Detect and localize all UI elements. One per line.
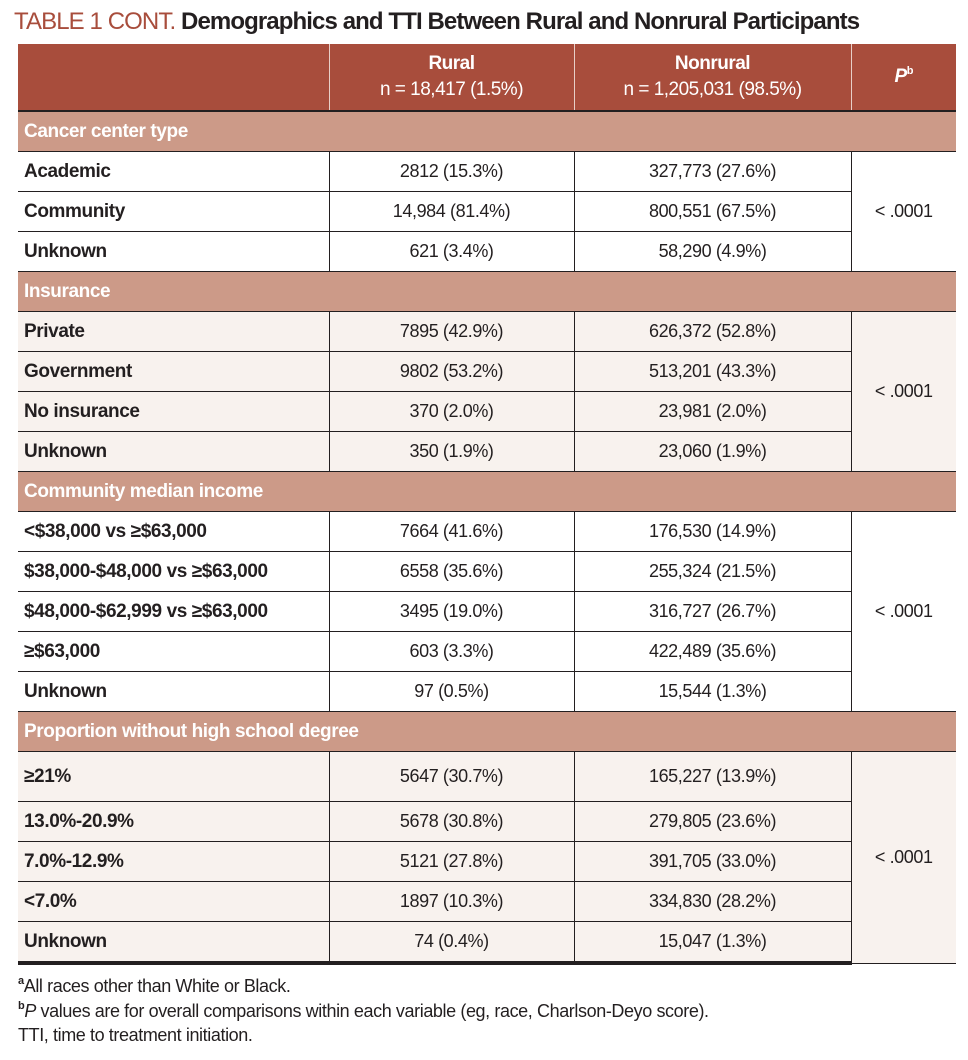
- nonrural-value: 626,372 (52.8%): [574, 312, 851, 352]
- nonrural-value: 23,060 (1.9%): [574, 432, 851, 472]
- rural-value: 370 (2.0%): [329, 392, 574, 432]
- row-label: Unknown: [18, 672, 329, 712]
- row-label: Academic: [18, 152, 329, 192]
- header-nonrural: [574, 44, 851, 111]
- footnote: [18, 974, 709, 999]
- rural-value: 5121 (27.8%): [329, 842, 574, 882]
- rural-value: 7664 (41.6%): [329, 512, 574, 552]
- section-title: Insurance: [18, 272, 956, 312]
- nonrural-value: 165,227 (13.9%): [574, 752, 851, 802]
- nonrural-label: Nonrural: [674, 53, 751, 74]
- section-title: Proportion without high school degree: [18, 712, 956, 752]
- nonrural-value: 255,324 (21.5%): [574, 552, 851, 592]
- table-row: [18, 752, 956, 802]
- table-row: [18, 632, 956, 672]
- section-0: [18, 111, 956, 272]
- demographics-table: [18, 44, 956, 965]
- table-row: [18, 882, 956, 922]
- nonrural-value: 176,530 (14.9%): [574, 512, 851, 552]
- section-header-row: [18, 712, 956, 752]
- nonrural-value: 327,773 (27.6%): [574, 152, 851, 192]
- row-label: 7.0%-12.9%: [18, 842, 329, 882]
- nonrural-n: n = 1,205,031 (98.5%): [623, 79, 802, 100]
- header-rural: [329, 44, 574, 111]
- table-row: [18, 802, 956, 842]
- nonrural-value: 422,489 (35.6%): [574, 632, 851, 672]
- table-row: [18, 512, 956, 552]
- table-row: [18, 192, 956, 232]
- section-header-row: [18, 111, 956, 152]
- section-2: [18, 472, 956, 712]
- table-title: [14, 8, 859, 36]
- rural-value: 7895 (42.9%): [329, 312, 574, 352]
- rural-value: 621 (3.4%): [329, 232, 574, 272]
- table-row: [18, 392, 956, 432]
- row-label: Unknown: [18, 232, 329, 272]
- row-label: $38,000-$48,000 vs ≥$63,000: [18, 552, 329, 592]
- table-caption: Demographics and TTI Between Rural and Nonrural Participants: [181, 8, 860, 35]
- section-header-row: [18, 472, 956, 512]
- section-title: Cancer center type: [18, 111, 956, 152]
- table-row: [18, 352, 956, 392]
- rural-value: 14,984 (81.4%): [329, 192, 574, 232]
- nonrural-value: 334,830 (28.2%): [574, 882, 851, 922]
- table-row: [18, 672, 956, 712]
- header-empty: [18, 44, 329, 111]
- footnote-mark: a: [18, 975, 24, 987]
- row-label: 13.0%-20.9%: [18, 802, 329, 842]
- section-title: Community median income: [18, 472, 956, 512]
- nonrural-value: 23,981 (2.0%): [574, 392, 851, 432]
- rural-value: 9802 (53.2%): [329, 352, 574, 392]
- rural-value: 2812 (15.3%): [329, 152, 574, 192]
- row-label: Unknown: [18, 432, 329, 472]
- nonrural-value: 391,705 (33.0%): [574, 842, 851, 882]
- row-label: Unknown: [18, 922, 329, 964]
- rural-value: 603 (3.3%): [329, 632, 574, 672]
- row-label: Private: [18, 312, 329, 352]
- nonrural-value: 15,544 (1.3%): [574, 672, 851, 712]
- rural-value: 3495 (19.0%): [329, 592, 574, 632]
- table-row: [18, 592, 956, 632]
- footnote-text: TTI, time to treatment initiation.: [18, 1025, 253, 1045]
- footnote: [18, 999, 709, 1024]
- p-value: < .0001: [851, 312, 956, 472]
- table-row: [18, 232, 956, 272]
- row-label: <$38,000 vs ≥$63,000: [18, 512, 329, 552]
- p-value: < .0001: [851, 752, 956, 964]
- footnote-mark: b: [18, 999, 25, 1012]
- row-label: Community: [18, 192, 329, 232]
- rural-value: 5678 (30.8%): [329, 802, 574, 842]
- footnote-text: values are for overall comparisons within each variable (eg, race, Charlson-Deyo score).: [35, 1000, 709, 1021]
- section-1: [18, 272, 956, 472]
- table-row: [18, 842, 956, 882]
- nonrural-value: 513,201 (43.3%): [574, 352, 851, 392]
- rural-value: 1897 (10.3%): [329, 882, 574, 922]
- p-label: P: [894, 66, 907, 87]
- row-label: ≥$63,000: [18, 632, 329, 672]
- nonrural-value: 15,047 (1.3%): [574, 922, 851, 964]
- header-p: [851, 44, 956, 111]
- p-sup: b: [906, 65, 913, 77]
- nonrural-value: 316,727 (26.7%): [574, 592, 851, 632]
- rural-value: 97 (0.5%): [329, 672, 574, 712]
- footnotes: [18, 974, 709, 1048]
- section-header-row: [18, 272, 956, 312]
- rural-value: 350 (1.9%): [329, 432, 574, 472]
- section-3: [18, 712, 956, 964]
- footnote: [18, 1023, 709, 1048]
- rural-n: n = 18,417 (1.5%): [379, 79, 524, 100]
- row-label: Government: [18, 352, 329, 392]
- table-number: TABLE 1 CONT.: [14, 8, 176, 35]
- row-label: <7.0%: [18, 882, 329, 922]
- nonrural-value: 800,551 (67.5%): [574, 192, 851, 232]
- rural-value: 5647 (30.7%): [329, 752, 574, 802]
- table-row: [18, 312, 956, 352]
- table-row: [18, 152, 956, 192]
- nonrural-value: 279,805 (23.6%): [574, 802, 851, 842]
- header-row: [18, 44, 956, 111]
- table-row: [18, 922, 956, 964]
- row-label: No insurance: [18, 392, 329, 432]
- p-value: < .0001: [851, 152, 956, 272]
- footnote-text: All races other than White or Black.: [23, 976, 291, 996]
- footnote-italic: P: [24, 1000, 36, 1021]
- row-label: ≥21%: [18, 752, 329, 802]
- rural-value: 6558 (35.6%): [329, 552, 574, 592]
- p-value: < .0001: [851, 512, 956, 712]
- rural-label: Rural: [428, 53, 475, 74]
- row-label: $48,000-$62,999 vs ≥$63,000: [18, 592, 329, 632]
- nonrural-value: 58,290 (4.9%): [574, 232, 851, 272]
- table-row: [18, 552, 956, 592]
- table-row: [18, 432, 956, 472]
- rural-value: 74 (0.4%): [329, 922, 574, 964]
